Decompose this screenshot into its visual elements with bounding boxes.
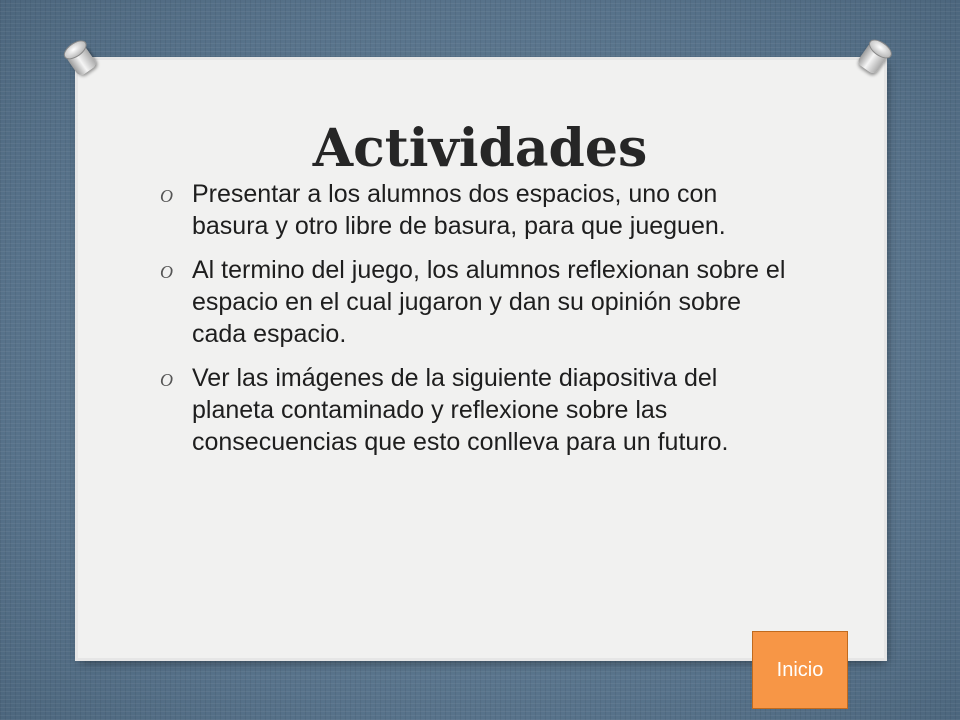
bullet-text: Presentar a los alumnos dos espacios, uno con basura y otro libre de basura, para que jueguen. <box>192 180 726 240</box>
bullet-list <box>160 178 800 470</box>
bullet-icon: O <box>160 262 173 282</box>
bullet-icon: O <box>160 186 173 206</box>
bullet-icon: O <box>160 370 173 390</box>
bullet-text: Al termino del juego, los alumnos reflexionan sobre el espacio en el cual jugaron y dan su opinión sobre cada espacio. <box>192 256 786 348</box>
list-item <box>160 362 800 458</box>
inicio-button[interactable]: Inicio <box>752 631 848 709</box>
bullet-text: Ver las imágenes de la siguiente diapositiva del planeta contaminado y reflexione sobre las consecuencias que esto conlleva para un futuro. <box>192 364 729 456</box>
slide-title: Actividades <box>312 118 648 179</box>
list-item <box>160 178 800 242</box>
list-item <box>160 254 800 350</box>
